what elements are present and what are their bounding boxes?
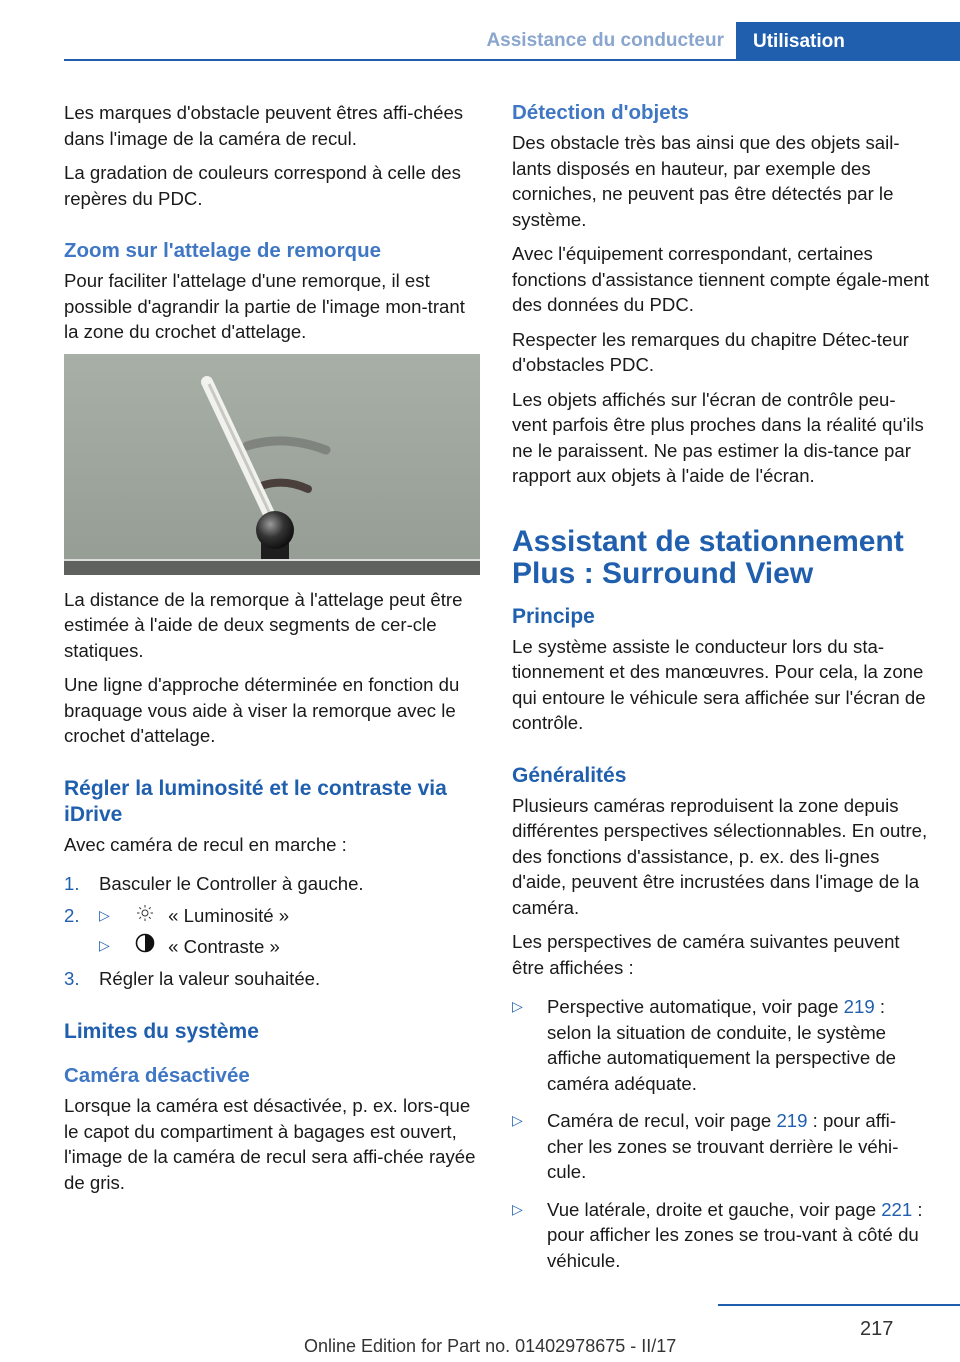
hitch-zoom-image (64, 354, 480, 575)
paragraph: Les objets affichés sur l'écran de contrôle peu‐vent parfois être plus proches dans la réalité qu'ils ne le paraissent. Ne pas estimer la dis‐tance par rapport aux objets à l'aide de l'écran. (512, 388, 924, 486)
step-2-contrast: ▷ « Contraste » (99, 933, 481, 960)
brightness-icon (133, 903, 157, 929)
heading-limits: Limites du système (64, 1020, 259, 1043)
step-1: 1. Basculer le Controller à gauche. (64, 873, 364, 894)
paragraph: Lorsque la caméra est désactivée, p. ex. lors‐que le capot du compartiment à bagages est ouvert, l'image de la caméra de recul sera affi‐chée rayée de gris. (64, 1095, 476, 1193)
step-3: 3. Régler la valeur souhaitée. (64, 967, 321, 989)
heading-brightness-contrast: Régler la luminosité et le contraste via iDrive (64, 776, 447, 826)
steps-list (64, 871, 481, 991)
page-number: 217 (860, 1318, 894, 1340)
paragraph: La gradation de couleurs correspond à celle des repères du PDC. (64, 162, 461, 209)
paragraph: Les perspectives de caméra suivantes peuvent être affichées : (512, 931, 900, 978)
paragraph: Une ligne d'approche déterminée en fonction du braquage vous aide à viser la remorque avec le crochet d'attelage. (64, 674, 460, 746)
heading-object-detection: Détection d'objets (512, 101, 689, 124)
header-section-title: Assistance du conducteur (486, 30, 724, 51)
heading-general: Généralités (512, 763, 627, 787)
list-item: ▷ Caméra de recul, voir page 219 : pour affi‐cher les zones se trouvant derrière le véhi‐cule. (512, 1110, 899, 1182)
paragraph: Avec caméra de recul en marche : (64, 833, 347, 855)
heading-principle: Principe (512, 604, 595, 628)
page-header (0, 0, 960, 62)
edition-note: Online Edition for Part no. 01402978675 - II/17 (304, 1336, 677, 1356)
header-chapter-tab: Utilisation (736, 22, 960, 61)
step-2-brightness: ▷ « Luminosité » (99, 903, 481, 929)
camera-perspectives-list (512, 994, 930, 1273)
page-link-221[interactable]: 221 (881, 1198, 913, 1220)
paragraph: Pour faciliter l'attelage d'une remorque, il est possible d'agrandir la partie de l'image mon‐trant la zone du crochet d'attelage. (64, 270, 465, 342)
contrast-icon (133, 933, 157, 960)
step-2: 2. ▷ « Luminosité » ▷ « Contraste » (64, 903, 481, 960)
paragraph: Des obstacle très bas ainsi que des objets sail‐lants disposés en hauteur, par exemple des corniches, ne peuvent pas être détectés par le système. (512, 132, 900, 230)
triangle-bullet-icon: ▷ (512, 1200, 523, 1217)
paragraph: Plusieurs caméras reproduisent la zone depuis différentes perspectives sélectionnables. En outre, des fonctions d'assistance, p. ex. des li‐gnes d'aide, peuvent être incrustées dans l'image de la caméra. (512, 794, 928, 918)
right-column (512, 100, 930, 1285)
heading-zoom: Zoom sur l'attelage de remorque (64, 239, 381, 262)
list-item: ▷ Vue latérale, droite et gauche, voir page 221 : pour afficher les zones se trou‐vant à côté du véhicule. (512, 1198, 923, 1271)
paragraph: Le système assiste le conducteur lors du sta‐tionnement et des manœuvres. Pour cela, la zone qui entoure le véhicule sera affichée sur l'écran de contrôle. (512, 635, 926, 733)
footer-rule (718, 1304, 960, 1306)
triangle-bullet-icon: ▷ (512, 998, 523, 1014)
triangle-bullet-icon: ▷ (99, 906, 110, 923)
page-link-219[interactable]: 219 (776, 1110, 808, 1131)
page-link-219[interactable]: 219 (843, 996, 875, 1017)
paragraph: Avec l'équipement correspondant, certaines fonctions d'assistance tiennent compte égale‐ment des données du PDC. (512, 243, 929, 315)
list-item: ▷ Perspective automatique, voir page 219 : selon la situation de conduite, le système affiche automatiquement la perspective de caméra adéquate. (512, 996, 897, 1094)
left-column (64, 100, 481, 1204)
paragraph: Les marques d'obstacle peuvent êtres affi‐chées dans l'image de la caméra de recul. (64, 102, 464, 149)
paragraph: Respecter les remarques du chapitre Détec‐teur d'obstacles PDC. (512, 328, 909, 375)
triangle-bullet-icon: ▷ (99, 937, 110, 953)
triangle-bullet-icon: ▷ (512, 1112, 523, 1128)
paragraph: La distance de la remorque à l'attelage peut être estimée à l'aide de deux segments de cer‐cle statiques. (64, 588, 463, 661)
header-rule (64, 59, 960, 61)
heading-camera-off: Caméra désactivée (64, 1064, 250, 1087)
heading-surround-view: Assistant de stationnement Plus : Surround View (512, 524, 904, 590)
